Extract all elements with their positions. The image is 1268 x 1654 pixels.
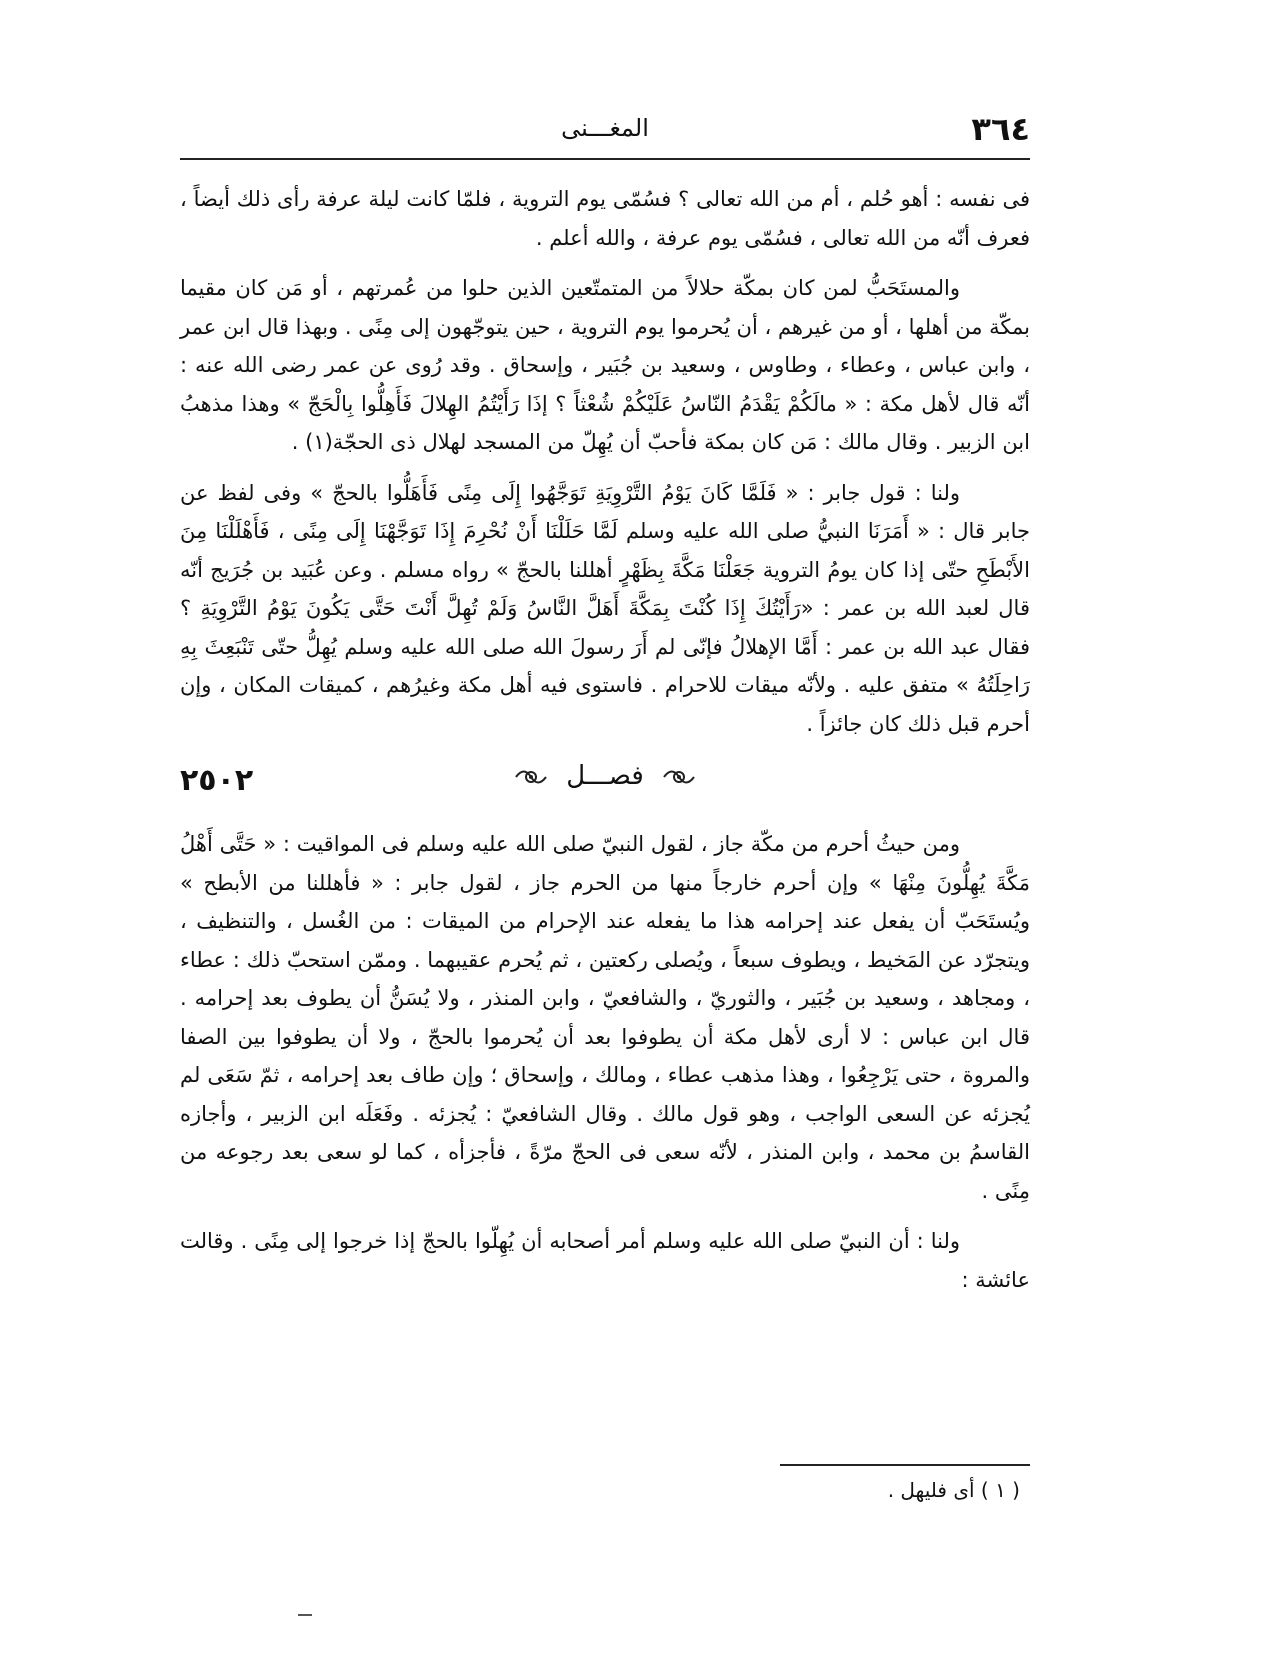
- header-divider: [180, 158, 1030, 160]
- section-title-wrap: [180, 761, 1030, 792]
- page-number: ٣٦٤: [971, 110, 1030, 148]
- section-number: ٢٥٠٢: [180, 763, 254, 798]
- paragraph-1: فى نفسه : أهو حُلم ، أم من الله تعالى ؟ فسُمّى يوم التروية ، فلمّا كانت ليلة عرفة رأى ذلك أيضاً ، فعرف أنّه من الله تعالى ، فسُمّى يوم عرفة ، والله أعلم .: [180, 187, 1030, 250]
- paragraph-2: والمستَحَبُّ لمن كان بمكّة حلالاً من المتمتّعين الذين حلوا من عُمرتهم ، أو مَن كان مقيما بمكّة من أهلها ، أو من غيرهم ، أن يُحرموا يوم التروية ، حين يتوجّهون إلى مِنًى . وبهذا قال ابن عمر ، وابن عباس ، وعطاء ، وطاوس ، وسعيد بن جُبَير ، وإسحاق . وقد رُوى عن عمر رضى الله عنه : أنّه قال لأهل مكة : « مالَكُمْ يَقْدَمُ النّاسُ عَلَيْكُمْ شُعْثاً ؟ إذَا رَأَيْتُمُ الهِلالَ فَأَهِلُّوا بِالْحَجّ » وهذا مذهبُ ابن الزبير . وقال مالك : مَن كان بمكة فأحبّ أن يُهِلّ من المسجد لهلال ذى الحجّة(١) .: [180, 276, 1030, 454]
- paragraph-3: ولنا : قول جابر : « فَلَمَّا كَانَ يَوْمُ التَّرْوِيَةِ تَوَجَّهُوا إِلَى مِنًى فَأَهَلُّوا بالحجّ » وفى لفظ عن جابر قال : « أَمَرَنَا النبيُّ صلى الله عليه وسلم لَمَّا حَلَلْنَا أَنْ نُحْرِمَ إِذَا تَوَجَّهْنَا إِلَى مِنًى ، فَأَهْلَلْنَا مِنَ الأَبْطَحِ حتّى إذا كان يومُ التروية جَعَلْنَا مَكَّةَ بِظَهْرٍ أهللنا بالحجّ » رواه مسلم . وعن عُبَيد بن جُرَيج أنّه قال لعبد الله بن عمر : «رَأَيْتُكَ إِذَا كُنْتَ بِمَكَّةَ أَهَلَّ النَّاسُ وَلَمْ تُهِلَّ أَنْتَ حَتَّى يَكُونَ يَوْمُ التَّرْوِيَةِ ؟ فقال عبد الله بن عمر : أَمَّا الإهلالُ فإنّى لم أَرَ رسولَ الله صلى الله عليه وسلم يُهِلُّ حتّى تَنْبَعِثَ بِهِ رَاحِلَتُهُ » متفق عليه . ولأنّه ميقات للاحرام . فاستوى فيه أهل مكة وغيرُهم ، كميقات المكان ، وإن أحرم قبل ذلك كان جائزاً .: [180, 480, 1030, 736]
- paragraph-4: ومن حيثُ أحرم من مكّة جاز ، لقول النبيّ صلى الله عليه وسلم فى المواقيت : « حَتَّى أَهْلُ مَكَّةَ يُهِلُّونَ مِنْهَا » وإن أحرم خارجاً منها من الحرم جاز ، لقول جابر : « فأهللنا من الأبطح » ويُستَحَبّ أن يفعل عند إحرامه هذا ما يفعله عند الإحرام من الميقات : من الغُسل ، والتنظيف ، ويتجرّد عن المَخيط ، ويطوف سبعاً ، ويُصلى ركعتين ، ثم يُحرم عقيبهما . وممّن استحبّ ذلك : عطاء ، ومجاهد ، وسعيد بن جُبَير ، والثوريّ ، والشافعيّ ، وابن المنذر ، ولا يُسَنُّ أن يطوف بعد إحرامه . قال ابن عباس : لا أرى لأهل مكة أن يطوفوا بعد أن يُحرموا بالحجّ ، ولا أن يطوفوا بين الصفا والمروة ، حتى يَرْجِعُوا ، وهذا مذهب عطاء ، ومالك ، وإسحاق ؛ وإن طاف بعد إحرامه ، ثمّ سَعَى لم يُجزئه عن السعى الواجب ، وهو قول مالك . وقال الشافعيّ : يُجزئه . وفَعَلَه ابن الزبير ، وأجازه القاسمُ بن محمد ، وابن المنذر ، لأنّه سعى فى الحجّ مرّةً ، فأجزأه ، كما لو سعى بعد رجوعه من مِنًى .: [180, 832, 1030, 1203]
- ornament-left-icon: [514, 762, 548, 792]
- document-page: [180, 0, 1030, 1654]
- footnote: ( ١ ) أى فليهل .: [887, 1478, 1020, 1502]
- running-title: المغـــنى: [561, 114, 649, 142]
- footer-mark: [298, 1614, 312, 1616]
- ornament-right-icon: [662, 762, 696, 792]
- paragraph-5: ولنا : أن النبيّ صلى الله عليه وسلم أمر أصحابه أن يُهِلّوا بالحجّ إذا خرجوا إلى مِنًى . وقالت عائشة :: [180, 1229, 1030, 1292]
- body-text: [180, 180, 1030, 1311]
- page-header: [180, 110, 1030, 158]
- footnote-divider: [780, 1464, 1030, 1466]
- section-title: فصـــل: [566, 761, 644, 791]
- section-heading: [180, 755, 1030, 811]
